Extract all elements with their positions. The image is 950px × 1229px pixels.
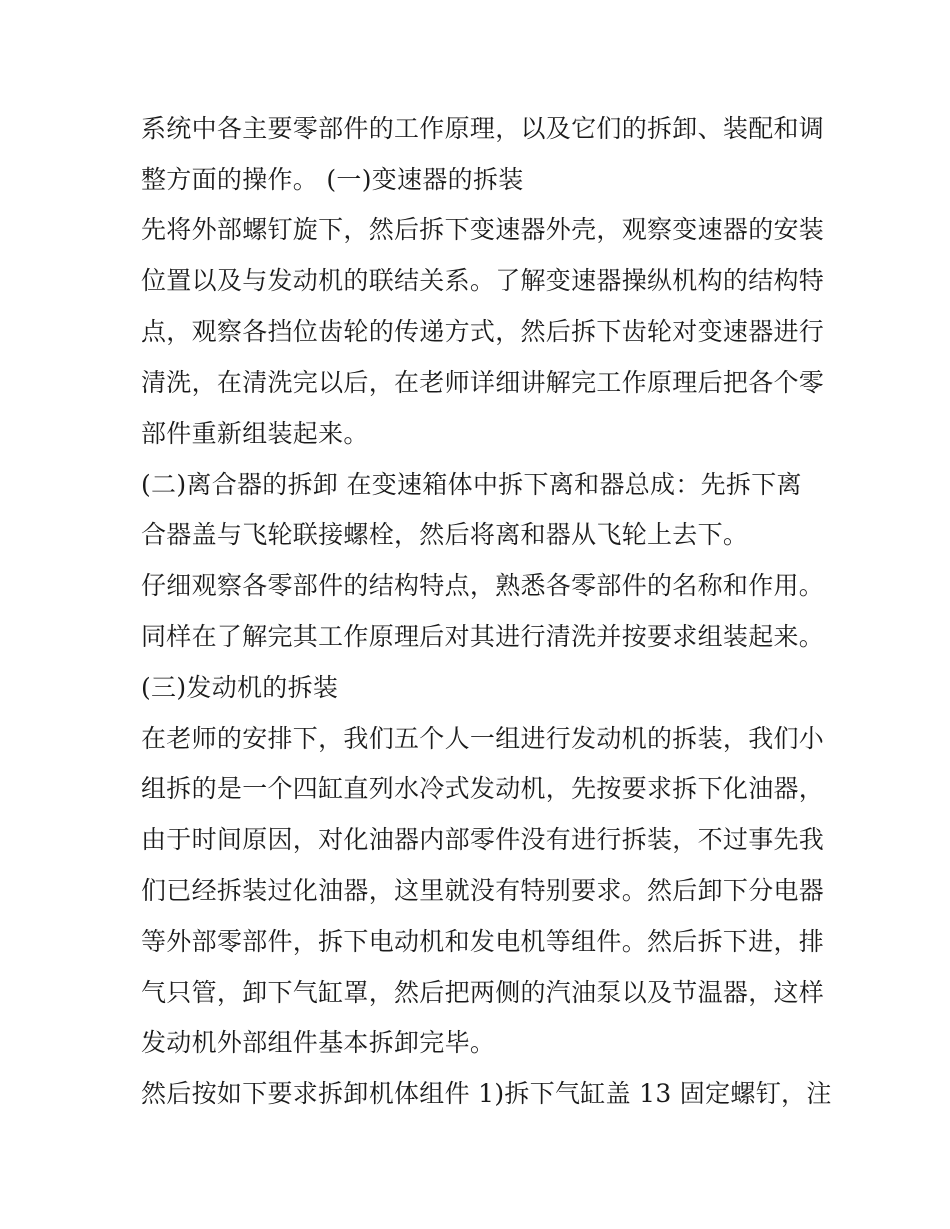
text-line: 点，观察各挡位齿轮的传递方式，然后拆下齿轮对变速器进行 bbox=[141, 317, 825, 346]
text-line: 清洗，在清洗完以后，在老师详细讲解完工作原理后把各个零 bbox=[141, 368, 825, 397]
section-heading-line: (二)离合器的拆卸 在变速箱体中拆下离和器总成：先拆下离 bbox=[141, 470, 802, 499]
text-line: 发动机外部组件基本拆卸完毕。 bbox=[141, 1028, 496, 1057]
text-line: 合器盖与飞轮联接螺栓，然后将离和器从飞轮上去下。 bbox=[141, 520, 749, 549]
text-line: 整方面的操作。 (一)变速器的拆装 bbox=[141, 165, 524, 194]
text-line: 系统中各主要零部件的工作原理，以及它们的拆卸、装配和调 bbox=[141, 114, 825, 143]
text-line: 在老师的安排下，我们五个人一组进行发动机的拆装，我们小 bbox=[141, 724, 825, 753]
section-heading-line: (三)发动机的拆装 bbox=[141, 673, 339, 702]
text-line: 等外部零部件，拆下电动机和发电机等组件。然后拆下进，排 bbox=[141, 927, 825, 956]
text-line: 气只管，卸下气缸罩，然后把两侧的汽油泵以及节温器，这样 bbox=[141, 978, 825, 1007]
text-line: 由于时间原因，对化油器内部零件没有进行拆装，不过事先我 bbox=[141, 825, 825, 854]
text-line: 位置以及与发动机的联结关系。了解变速器操纵机构的结构特 bbox=[141, 266, 825, 295]
text-line: 组拆的是一个四缸直列水冷式发动机，先按要求拆下化油器， bbox=[141, 774, 825, 803]
text-line: 然后按如下要求拆卸机体组件 1)拆下气缸盖 13 固定螺钉，注 bbox=[141, 1079, 832, 1108]
text-line: 同样在了解完其工作原理后对其进行清洗并按要求组装起来。 bbox=[141, 622, 825, 651]
text-line: 们已经拆装过化油器，这里就没有特别要求。然后卸下分电器 bbox=[141, 876, 825, 905]
text-line: 部件重新组装起来。 bbox=[141, 419, 369, 448]
text-line: 先将外部螺钉旋下，然后拆下变速器外壳，观察变速器的安装 bbox=[141, 215, 825, 244]
text-line: 仔细观察各零部件的结构特点，熟悉各零部件的名称和作用。 bbox=[141, 571, 825, 600]
